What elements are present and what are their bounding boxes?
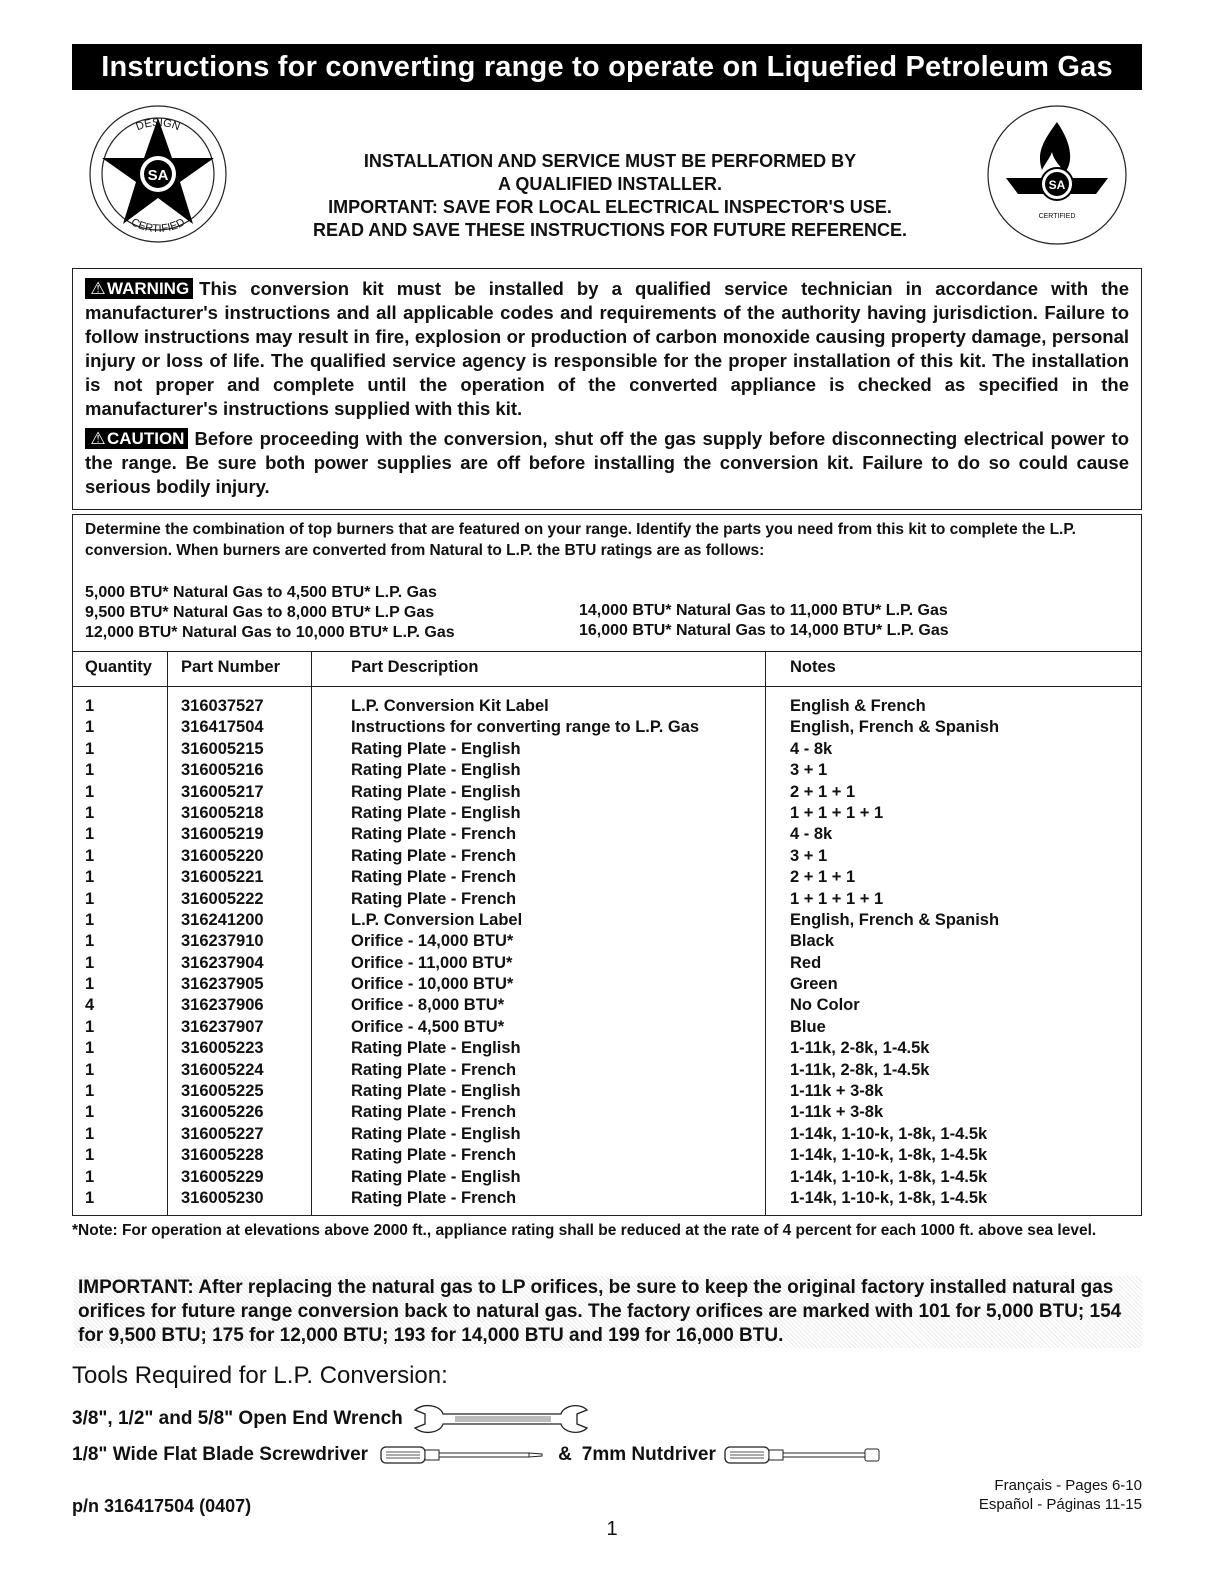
- cell-part-description: Orifice - 10,000 BTU*: [351, 975, 514, 994]
- cell-quantity: 1: [85, 1167, 95, 1186]
- cell-quantity: 1: [85, 846, 95, 865]
- table-row: [73, 718, 1141, 739]
- parts-table-box: [72, 514, 1142, 1216]
- cell-part-description: L.P. Conversion Label: [351, 910, 523, 929]
- cell-part-description: Orifice - 4,500 BTU*: [351, 1017, 505, 1036]
- csa-certified-flame-seal: [984, 104, 1130, 246]
- header-part-description: Part Description: [351, 658, 479, 676]
- conversion-item: 5,000 BTU* Natural Gas to 4,500 BTU* L.P. Gas: [85, 584, 437, 601]
- warning-badge: ⚠WARNING: [85, 278, 193, 299]
- cell-part-description: Rating Plate - English: [351, 761, 521, 780]
- table-row: [73, 1146, 1141, 1167]
- svg-text:CERTIFIED: [129, 216, 187, 235]
- elevation-note: *Note: For operation at elevations above 2000 ft., appliance rating shall be reduced at the rate of 4 percent for each 1000 ft. above sea level.: [72, 1222, 1097, 1239]
- table-row: [73, 932, 1141, 953]
- table-row: [73, 996, 1141, 1017]
- cell-quantity: 1: [85, 761, 95, 780]
- tool-screwdriver-label: 1/8" Wide Flat Blade Screwdriver: [72, 1444, 369, 1465]
- cell-quantity: 1: [85, 718, 95, 737]
- cell-notes: Black: [790, 932, 835, 951]
- cell-quantity: 1: [85, 697, 95, 715]
- cell-notes: Red: [790, 953, 822, 972]
- table-row: [73, 1018, 1141, 1039]
- french-pages: Français - Pages 6-10: [994, 1477, 1142, 1494]
- cell-quantity: 1: [85, 932, 95, 951]
- cell-part-number: 316237906: [181, 996, 264, 1015]
- cell-part-description: L.P. Conversion Kit Label: [351, 697, 549, 715]
- caution-text: Before proceeding with the conversion, shut off the gas supply before disconnecting electrical power to the range. Be sure both power supplies are off before installing the conversion kit. Failure to do so could cause serious bodily injury.: [85, 428, 1129, 497]
- cell-quantity: 1: [85, 1146, 95, 1165]
- cell-part-number: 316005219: [181, 825, 264, 844]
- cell-part-number: 316037527: [181, 697, 264, 715]
- cell-notes: Blue: [790, 1017, 826, 1036]
- conversion-item: 16,000 BTU* Natural Gas to 14,000 BTU* L.P. Gas: [579, 622, 949, 639]
- cell-notes: 1 + 1 + 1 + 1: [790, 889, 884, 908]
- cell-part-number: 316241200: [181, 910, 264, 929]
- spanish-pages: Español - Páginas 11-15: [978, 1496, 1142, 1513]
- table-row: [73, 1125, 1141, 1146]
- cell-part-number: 316005218: [181, 803, 264, 822]
- cell-quantity: 1: [85, 975, 95, 994]
- cell-quantity: 1: [85, 889, 95, 908]
- cell-part-description: Rating Plate - French: [351, 825, 517, 844]
- cell-notes: 3 + 1: [790, 761, 828, 780]
- cell-part-description: Rating Plate - French: [351, 889, 517, 908]
- cell-quantity: 4: [85, 996, 95, 1015]
- cell-quantity: 1: [85, 825, 95, 844]
- conversion-list-left: [85, 583, 455, 643]
- table-row: [73, 1103, 1141, 1124]
- cell-notes: 1 + 1 + 1 + 1: [790, 803, 884, 822]
- table-row: [73, 954, 1141, 975]
- cell-part-number: 316417504: [181, 718, 264, 737]
- cell-part-number: 316005225: [181, 1082, 264, 1101]
- important-orifice-note: IMPORTANT: After replacing the natural gas to LP orifices, be sure to keep the original factory installed natural gas orifices for future range conversion back to natural gas. The factory orifices are marked with 101 for 5,000 BTU; 154 for 9,500 BTU; 175 for 12,000 BTU; 193 for 14,000 BTU and 199 for 16,000 BTU.: [74, 1276, 1142, 1348]
- warning-text: This conversion kit must be installed by a qualified service technician in accordance with the manufacturer's instructions and all applicable codes and requirements of the authority having jurisdiction. Failure to follow instructions may result in fire, explosion or production of carbon monoxide causing property damage, personal injury or loss of life. The qualified service agency is responsible for the proper installation of this kit. The installation is not proper and complete until the operation of the converted appliance is checked as specified in the manufacturer's instructions supplied with this kit.: [85, 278, 1129, 419]
- table-row: [73, 890, 1141, 911]
- conversion-item: 12,000 BTU* Natural Gas to 10,000 BTU* L.P. Gas: [85, 624, 455, 641]
- warning-paragraph: [85, 277, 1129, 421]
- header-quantity: Quantity: [85, 658, 152, 676]
- cell-part-description: Rating Plate - French: [351, 1188, 517, 1207]
- alert-triangle-icon: ⚠: [90, 279, 106, 298]
- cell-quantity: 1: [85, 1103, 95, 1122]
- screwdriver-icon: [380, 1444, 544, 1466]
- tool-nutdriver-label: 7mm Nutdriver: [581, 1444, 716, 1465]
- cell-part-description: Rating Plate - English: [351, 782, 521, 801]
- cell-part-number: 316005224: [181, 1060, 264, 1079]
- page-title: Instructions for converting range to operate on Liquefied Petroleum Gas: [72, 44, 1142, 90]
- header-instructions: [240, 150, 980, 242]
- table-row: [73, 975, 1141, 996]
- cell-part-number: 316005220: [181, 846, 264, 865]
- cell-quantity: 1: [85, 1017, 95, 1036]
- cell-notes: 1-14k, 1-10-k, 1-8k, 1-4.5k: [790, 1167, 988, 1186]
- wrench-icon: [411, 1402, 591, 1436]
- table-row: [73, 697, 1141, 718]
- table-row: [73, 847, 1141, 868]
- cell-part-number: 316237905: [181, 975, 264, 994]
- cell-part-description: Instructions for converting range to L.P. Gas: [351, 718, 700, 737]
- cell-quantity: 1: [85, 1082, 95, 1101]
- tool-wrench-line: [72, 1402, 591, 1436]
- cell-notes: 1-11k, 2-8k, 1-4.5k: [790, 1060, 930, 1079]
- conversion-list-right: [579, 601, 949, 641]
- cell-part-description: Rating Plate - English: [351, 1082, 521, 1101]
- cell-quantity: 1: [85, 1060, 95, 1079]
- header-line: INSTALLATION AND SERVICE MUST BE PERFORMED BY: [363, 151, 857, 171]
- header-line: IMPORTANT: SAVE FOR LOCAL ELECTRICAL INSPECTOR'S USE.: [328, 197, 892, 217]
- cell-part-number: 316005229: [181, 1167, 264, 1186]
- seal-mark-right: SA: [1048, 178, 1066, 192]
- cell-notes: 1-14k, 1-10-k, 1-8k, 1-4.5k: [790, 1188, 988, 1207]
- table-row: [73, 1168, 1141, 1189]
- cell-part-description: Orifice - 11,000 BTU*: [351, 953, 513, 972]
- page-number: 1: [606, 1518, 618, 1540]
- tool-wrench-label: 3/8", 1/2" and 5/8" Open End Wrench: [72, 1408, 403, 1429]
- cell-notes: 3 + 1: [790, 846, 828, 865]
- header-part-number: Part Number: [181, 658, 281, 676]
- cell-part-description: Rating Plate - French: [351, 1060, 517, 1079]
- cell-part-description: Rating Plate - English: [351, 1039, 521, 1058]
- cell-part-number: 316005226: [181, 1103, 264, 1122]
- cell-part-description: Orifice - 8,000 BTU*: [351, 996, 505, 1015]
- cell-notes: 2 + 1 + 1: [790, 782, 856, 801]
- table-row: [73, 911, 1141, 932]
- header-line: A QUALIFIED INSTALLER.: [498, 174, 722, 194]
- table-row: [73, 804, 1141, 825]
- cell-part-number: 316005222: [181, 889, 264, 908]
- language-pages: [979, 1476, 1142, 1514]
- cell-quantity: 1: [85, 910, 95, 929]
- cell-quantity: 1: [85, 1124, 95, 1143]
- cell-part-number: 316005217: [181, 782, 264, 801]
- table-row: [73, 761, 1141, 782]
- cell-part-number: 316005228: [181, 1146, 264, 1165]
- table-row: [73, 783, 1141, 804]
- cell-notes: 4 - 8k: [790, 739, 833, 758]
- cell-part-number: 316005227: [181, 1124, 264, 1143]
- cell-notes: 1-14k, 1-10-k, 1-8k, 1-4.5k: [790, 1146, 988, 1165]
- cell-notes: 1-14k, 1-10-k, 1-8k, 1-4.5k: [790, 1124, 988, 1143]
- cell-quantity: 1: [85, 1039, 95, 1058]
- cell-notes: 1-11k + 3-8k: [790, 1103, 884, 1122]
- csa-design-certified-seal: [86, 104, 230, 244]
- table-intro: Determine the combination of top burners that are featured on your range. Identify the parts you need from this kit to complete the L.P. conversion. When burners are converted from Natural to L.P. the BTU ratings are as follows:: [85, 521, 1076, 559]
- cell-part-number: 316237907: [181, 1017, 264, 1036]
- cell-quantity: 1: [85, 953, 95, 972]
- cell-part-number: 316237904: [181, 953, 264, 972]
- conversion-item: 9,500 BTU* Natural Gas to 8,000 BTU* L.P Gas: [85, 604, 435, 621]
- cell-part-description: Rating Plate - French: [351, 868, 517, 887]
- alert-triangle-icon: ⚠: [90, 429, 106, 448]
- cell-notes: English & French: [790, 697, 926, 715]
- cell-part-number: 316005215: [181, 739, 264, 758]
- cell-part-description: Rating Plate - English: [351, 803, 521, 822]
- cell-part-description: Rating Plate - English: [351, 739, 521, 758]
- cell-part-number: 316005230: [181, 1188, 264, 1207]
- cell-part-description: Rating Plate - French: [351, 1103, 517, 1122]
- cell-part-description: Orifice - 14,000 BTU*: [351, 932, 514, 951]
- cell-part-description: Rating Plate - French: [351, 1146, 517, 1165]
- cell-quantity: 1: [85, 1188, 95, 1207]
- cell-part-description: Rating Plate - English: [351, 1167, 521, 1186]
- table-row: [73, 1189, 1141, 1210]
- table-row: [73, 868, 1141, 889]
- tools-title: Tools Required for L.P. Conversion:: [72, 1362, 448, 1389]
- nutdriver-icon: [724, 1444, 884, 1466]
- cell-quantity: 1: [85, 739, 95, 758]
- cell-part-description: Rating Plate - English: [351, 1124, 521, 1143]
- seal-bottom-text: CERTIFIED: [129, 216, 187, 236]
- caution-badge: ⚠CAUTION: [85, 428, 188, 449]
- warning-box: [72, 268, 1142, 510]
- table-row: [73, 1061, 1141, 1082]
- table-header-row: [73, 651, 1141, 687]
- cell-part-number: 316237910: [181, 932, 264, 951]
- cell-notes: English, French & Spanish: [790, 718, 1000, 737]
- cell-part-number: 316005223: [181, 1039, 264, 1058]
- table-row: [73, 740, 1141, 761]
- cell-notes: 1-11k + 3-8k: [790, 1082, 884, 1101]
- cell-quantity: 1: [85, 868, 95, 887]
- caution-paragraph: [85, 427, 1129, 499]
- cell-part-number: 316005221: [181, 868, 264, 887]
- seal-mark-left: SA: [147, 167, 169, 184]
- cell-notes: 1-11k, 2-8k, 1-4.5k: [790, 1039, 930, 1058]
- cell-quantity: 1: [85, 782, 95, 801]
- seal-top-text: DESIGN: [134, 116, 182, 134]
- cell-notes: English, French & Spanish: [790, 910, 1000, 929]
- cell-part-description: Rating Plate - French: [351, 846, 517, 865]
- cell-notes: Green: [790, 975, 838, 994]
- cell-part-number: 316005216: [181, 761, 264, 780]
- cell-notes: No Color: [790, 996, 860, 1015]
- table-row: [73, 1082, 1141, 1103]
- conversion-item: 14,000 BTU* Natural Gas to 11,000 BTU* L.P. Gas: [579, 602, 948, 619]
- cell-notes: 2 + 1 + 1: [790, 868, 856, 887]
- header-line: READ AND SAVE THESE INSTRUCTIONS FOR FUTURE REFERENCE.: [312, 220, 908, 240]
- tool-drivers-line: [72, 1444, 884, 1466]
- table-body: [73, 697, 1141, 1210]
- cell-notes: 4 - 8k: [790, 825, 833, 844]
- part-number-footer: p/n 316417504 (0407): [72, 1496, 252, 1516]
- cell-quantity: 1: [85, 803, 95, 822]
- tool-amp: &: [558, 1444, 572, 1465]
- header-notes: Notes: [790, 658, 836, 676]
- table-row: [73, 1039, 1141, 1060]
- table-row: [73, 825, 1141, 846]
- seal-certified-text: CERTIFIED: [1038, 213, 1076, 220]
